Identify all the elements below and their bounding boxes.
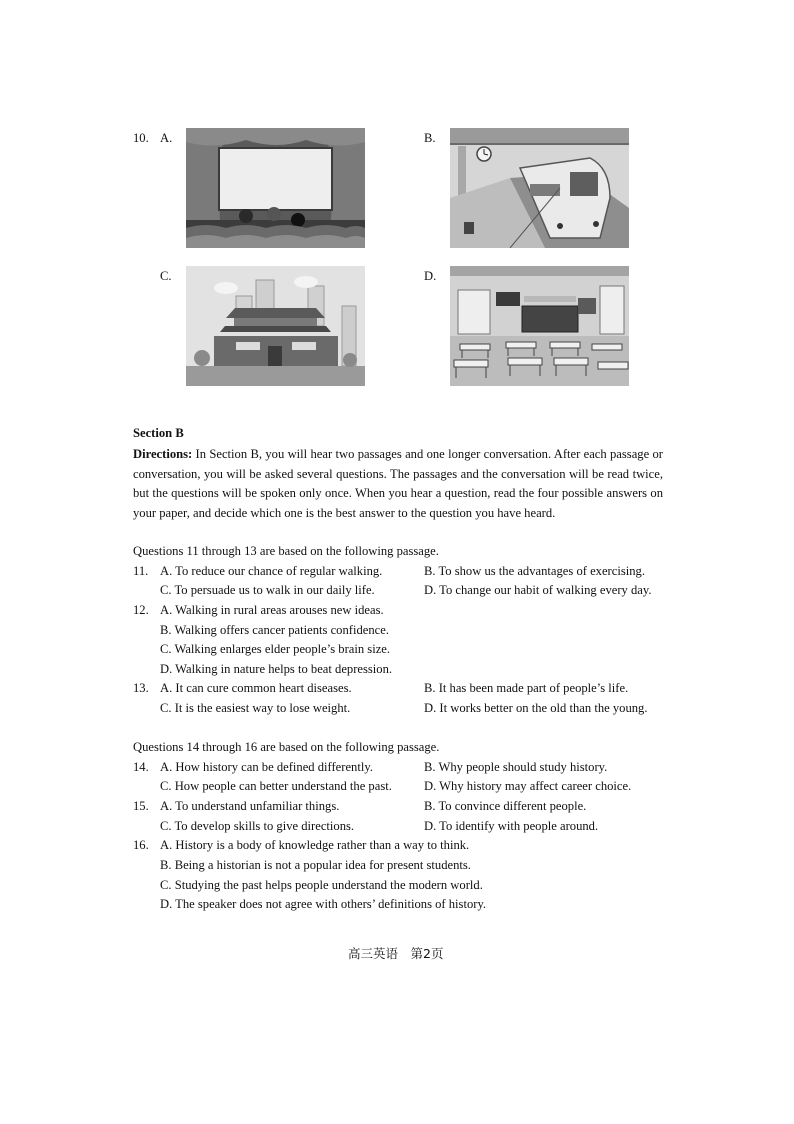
q11-option-d: D. To change our habit of walking every day. xyxy=(424,583,652,597)
q16-option-d: D. The speaker does not agree with others’ definitions of history. xyxy=(160,897,487,911)
q14-option-b: B. Why people should study history. xyxy=(424,760,608,774)
q10-number: 10. xyxy=(133,131,149,145)
group2-intro: Questions 14 through 16 are based on the following passage. xyxy=(133,740,440,754)
q16-option-b: B. Being a historian is not a popular idea for present students. xyxy=(160,858,471,872)
classroom-icon xyxy=(450,266,629,386)
q12-option-d: D. Walking in nature helps to beat depression. xyxy=(160,662,393,676)
q13-option-d: D. It works better on the old than the young. xyxy=(424,701,648,715)
q15-number: 15. xyxy=(133,799,149,813)
q13-option-b: B. It has been made part of people’s life. xyxy=(424,681,629,695)
section-b-directions xyxy=(133,445,663,523)
q11-number: 11. xyxy=(133,564,149,578)
q12-option-c: C. Walking enlarges elder people’s brain size. xyxy=(160,642,391,656)
group1-intro: Questions 11 through 13 are based on the following passage. xyxy=(133,544,439,558)
q15-option-d: D. To identify with people around. xyxy=(424,819,599,833)
q13-number: 13. xyxy=(133,681,149,695)
q14-option-c: C. How people can better understand the past. xyxy=(160,779,392,793)
q11-option-c: C. To persuade us to walk in our daily life. xyxy=(160,583,375,597)
q14-option-a: A. How history can be defined differently. xyxy=(160,760,373,774)
q13-option-c: C. It is the easiest way to lose weight. xyxy=(160,701,351,715)
q11-option-b: B. To show us the advantages of exercising. xyxy=(424,564,645,578)
q13-option-a: A. It can cure common heart diseases. xyxy=(160,681,352,695)
q15-option-c: C. To develop skills to give directions. xyxy=(160,819,355,833)
city-gate-icon xyxy=(186,266,365,386)
q11-option-a: A. To reduce our chance of regular walking. xyxy=(160,564,383,578)
q10-option-a-letter: A. xyxy=(160,131,173,145)
q10-option-d-letter: D. xyxy=(424,269,437,283)
q12-option-a: A. Walking in rural areas arouses new ideas. xyxy=(160,603,384,617)
q15-option-a: A. To understand unfamiliar things. xyxy=(160,799,340,813)
cinema-icon xyxy=(186,128,365,248)
q14-option-d: D. Why history may affect career choice. xyxy=(424,779,632,793)
train-station-icon xyxy=(450,128,629,248)
q14-number: 14. xyxy=(133,760,149,774)
q15-option-b: B. To convince different people. xyxy=(424,799,587,813)
directions-label: Directions: xyxy=(133,447,193,461)
q16-number: 16. xyxy=(133,838,149,852)
q12-option-b: B. Walking offers cancer patients confidence. xyxy=(160,623,389,637)
q10-option-b-letter: B. xyxy=(424,131,436,145)
page-footer: 高三英语 第2页 xyxy=(348,946,444,961)
q12-number: 12. xyxy=(133,603,149,617)
q16-option-c: C. Studying the past helps people understand the modern world. xyxy=(160,878,483,892)
section-b-title: Section B xyxy=(133,426,184,440)
directions-text: In Section B, you will hear two passages and one longer conversation. After each passage or conversation, you will be asked several questions. The passages and the conversation will be read twice, but the questions will be spoken only once. When you hear a question, read the four possible answers on your paper, and decide which one is the best answer to the question you have heard. xyxy=(133,447,663,520)
q10-option-c-letter: C. xyxy=(160,269,172,283)
q16-option-a: A. History is a body of knowledge rather than a way to think. xyxy=(160,838,470,852)
